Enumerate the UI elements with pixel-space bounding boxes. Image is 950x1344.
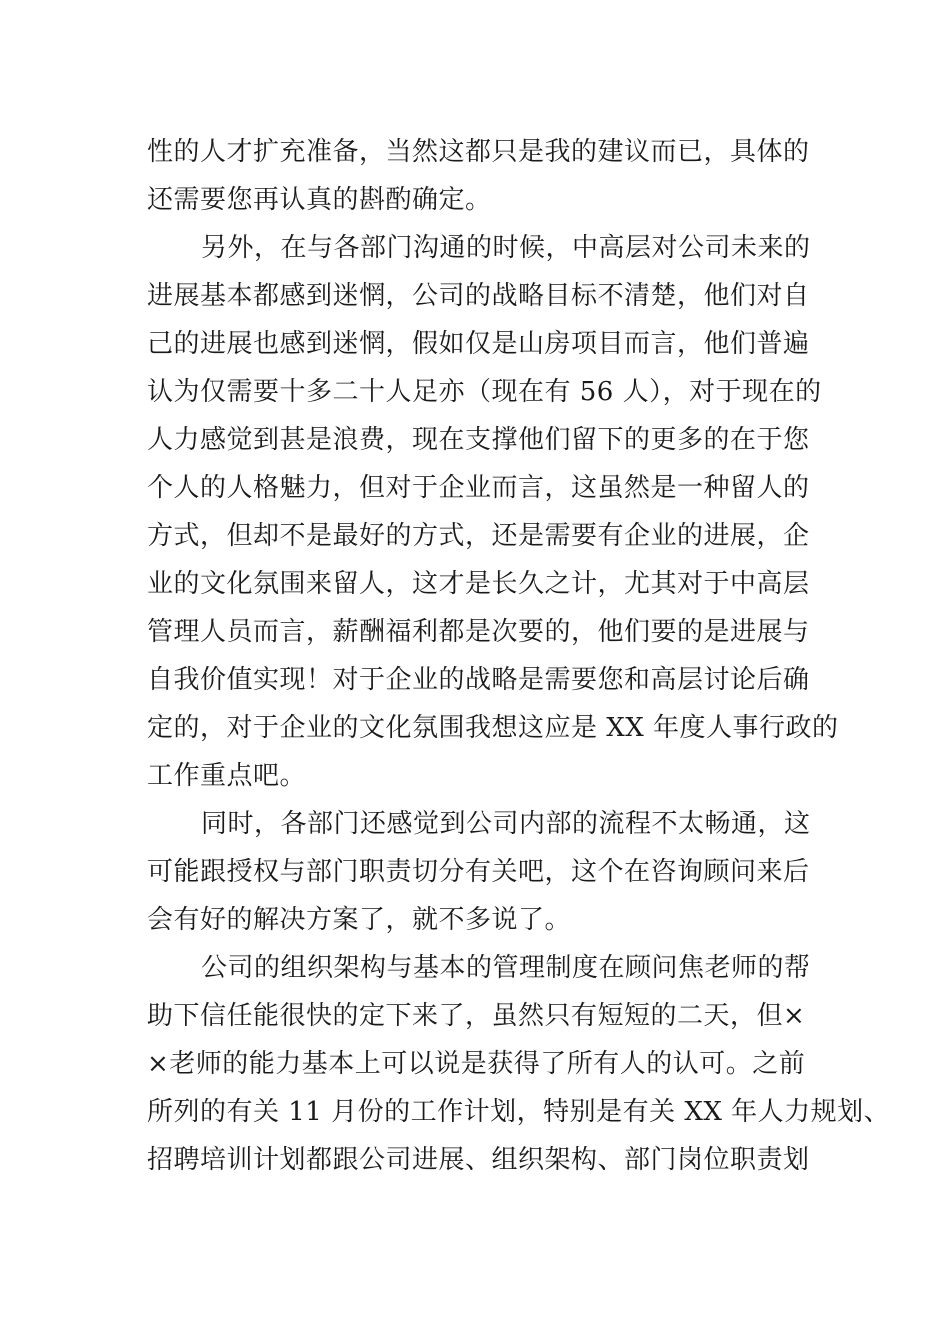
text-line: 认为仅需要十多二十人足亦（现在有 56 人），对于现在的 [147,377,822,407]
text-line: 自我价值实现！对于企业的战略是需要您和高层讨论后确 [147,665,810,695]
text-line: 业的文化氛围来留人，这才是长久之计，尤其对于中高层 [147,569,810,599]
text-line: 性的人才扩充准备，当然这都只是我的建议而已，具体的 [147,137,810,167]
text-line: 招聘培训计划都跟公司进展、组织架构、部门岗位职责划 [147,1145,810,1175]
paragraph-first-line: 另外，在与各部门沟通的时候，中高层对公司未来的 [201,233,811,263]
text-line: 助下信任能很快的定下来了，虽然只有短短的二天，但× [147,1001,806,1031]
document-body [147,128,891,1184]
text-line: 进展基本都感到迷惘，公司的战略目标不清楚，他们对自 [147,281,810,311]
text-line: 己的进展也感到迷惘，假如仅是山房项目而言，他们普遍 [147,329,810,359]
text-line: 可能跟授权与部门职责切分有关吧，这个在咨询顾问来后 [147,857,810,887]
paragraph-first-line: 同时，各部门还感觉到公司内部的流程不太畅通，这 [201,809,811,839]
text-line: 管理人员而言，薪酬福利都是次要的，他们要的是进展与 [147,617,810,647]
text-line: 所列的有关 11 月份的工作计划，特别是有关 XX 年人力规划、 [147,1097,891,1127]
text-line: 工作重点吧。 [147,761,307,791]
text-line: ×老师的能力基本上可以说是获得了所有人的认可。之前 [147,1049,806,1079]
text-line: 定的，对于企业的文化氛围我想这应是 XX 年度人事行政的 [147,713,839,743]
text-line: 方式，但却不是最好的方式，还是需要有企业的进展，企 [147,521,810,551]
text-line: 个人的人格魅力，但对于企业而言，这虽然是一种留人的 [147,473,810,503]
text-line: 还需要您再认真的斟酌确定。 [147,185,492,215]
paragraph-first-line: 公司的组织架构与基本的管理制度在顾问焦老师的帮 [201,953,811,983]
text-line: 人力感觉到甚是浪费，现在支撑他们留下的更多的在于您 [147,425,810,455]
text-line: 会有好的解决方案了，就不多说了。 [147,905,572,935]
